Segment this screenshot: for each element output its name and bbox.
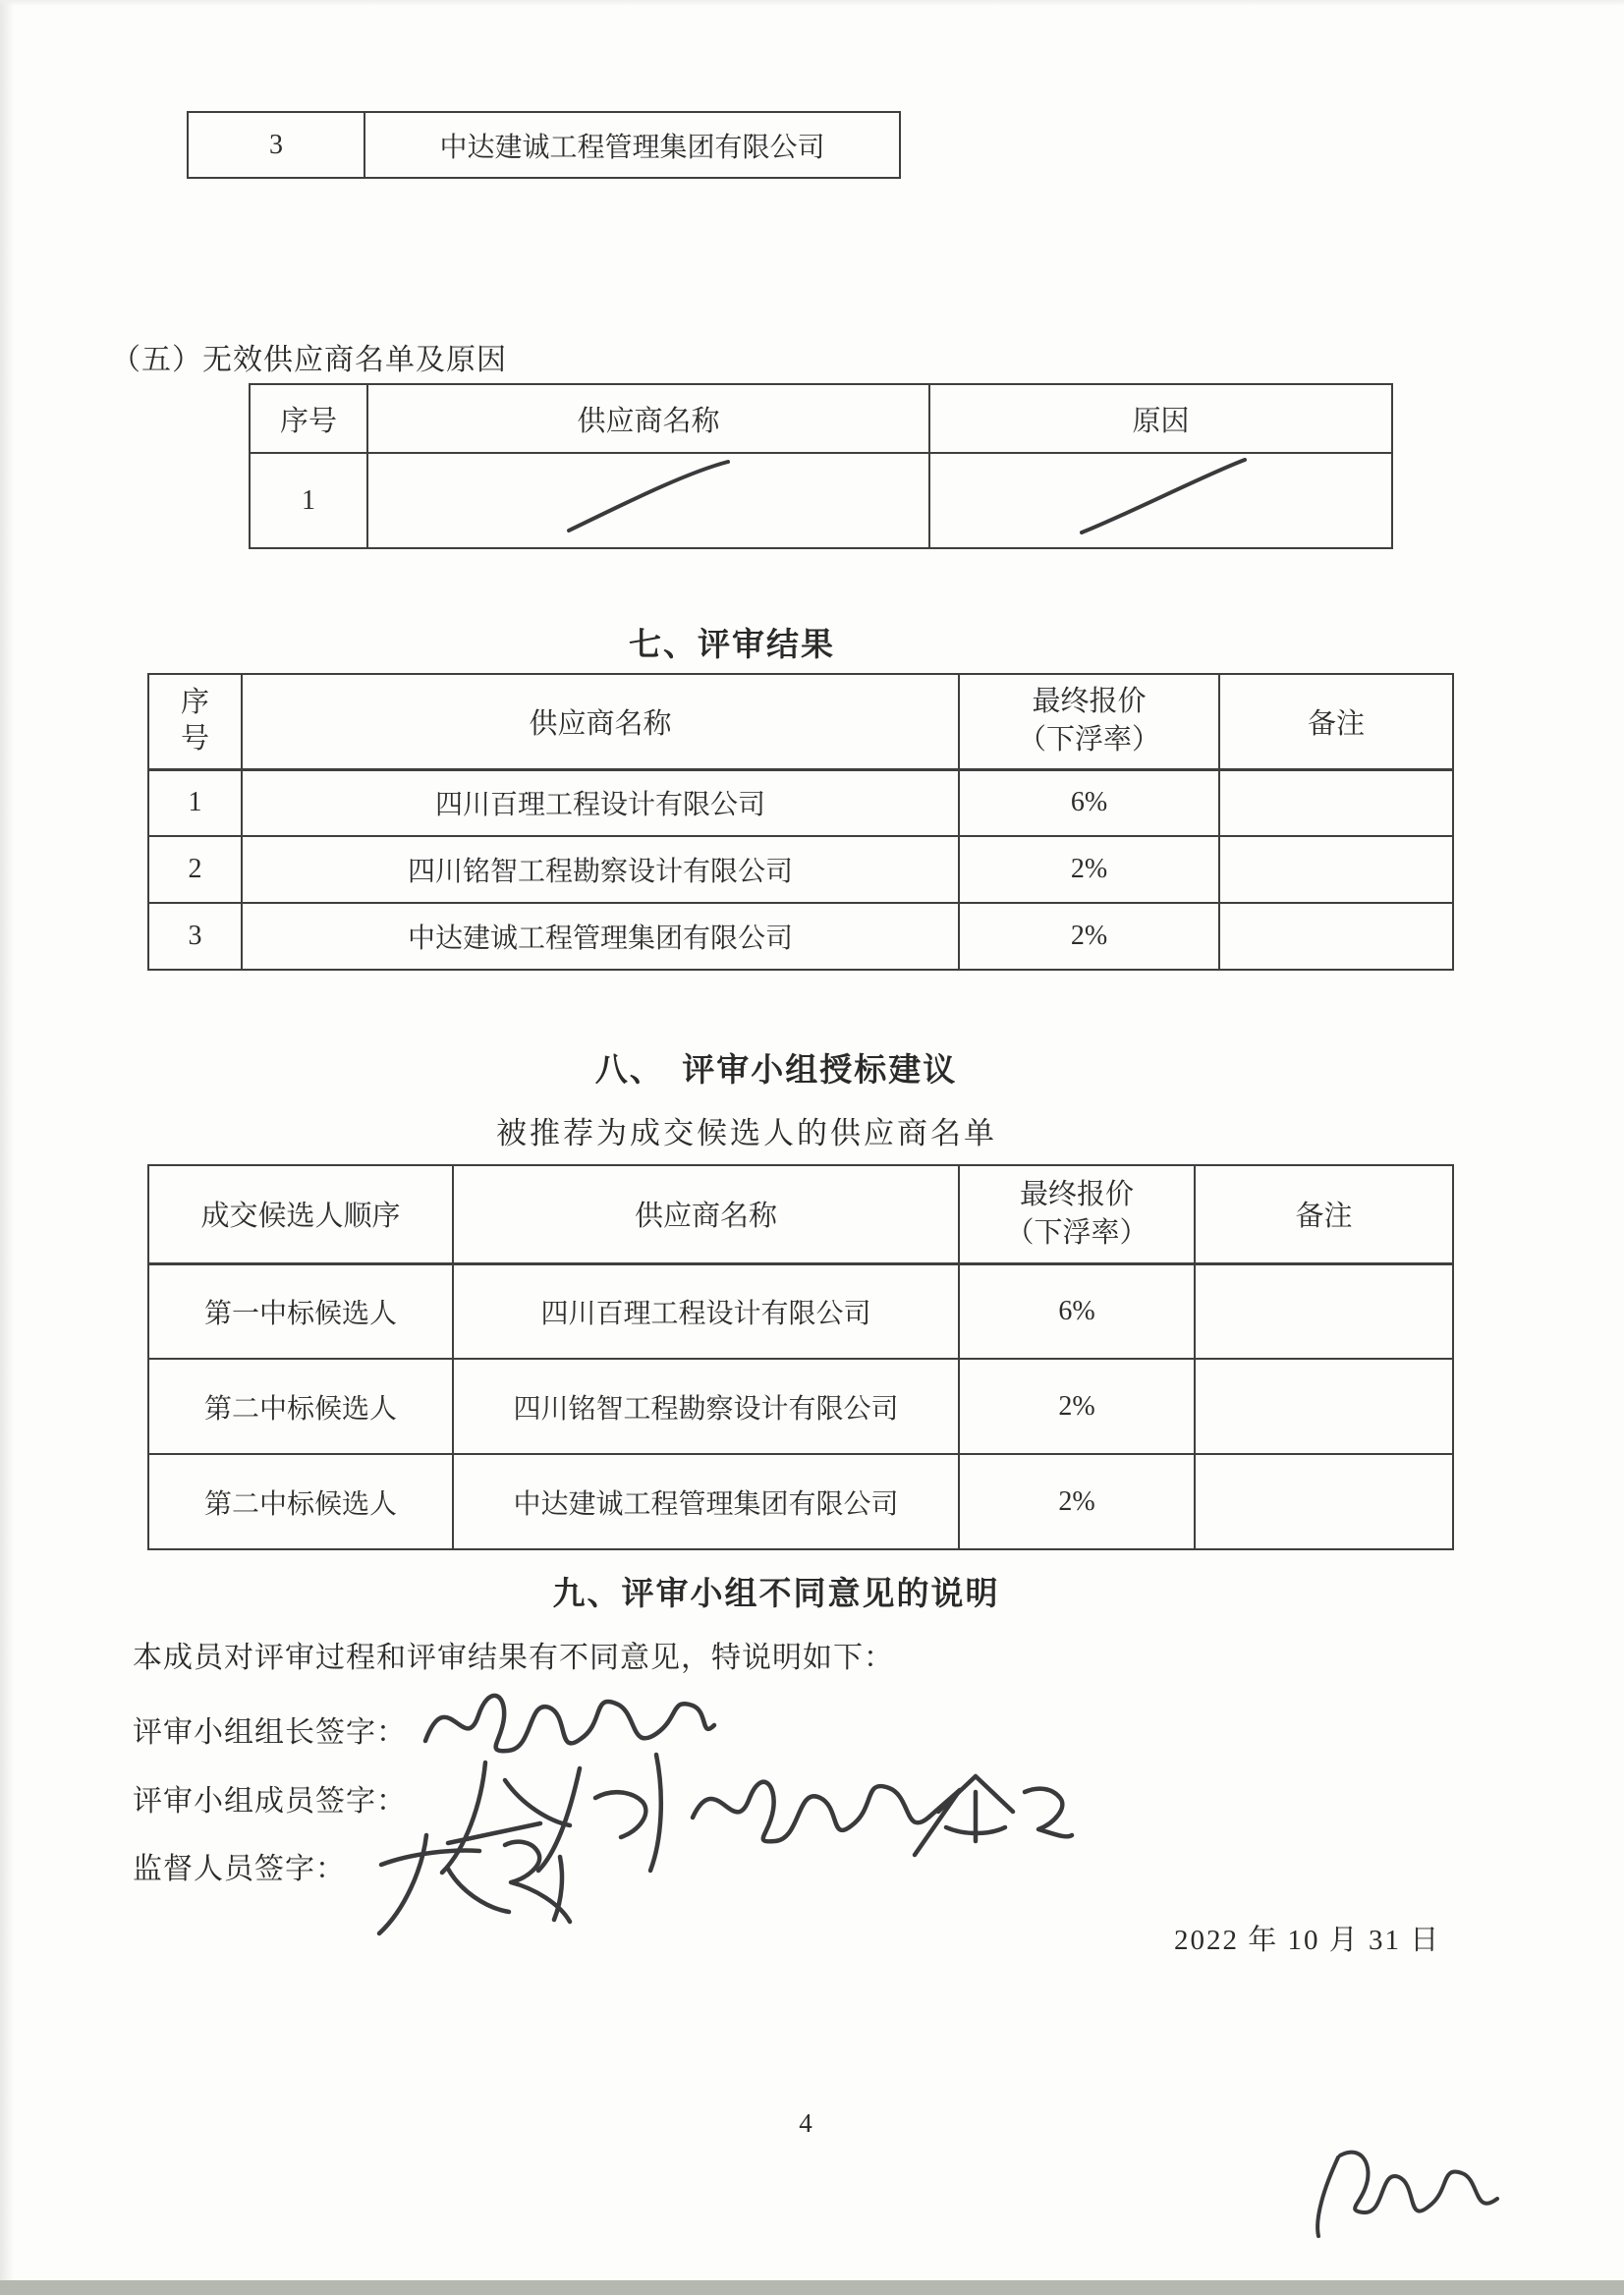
top-table <box>187 111 901 179</box>
section9-heading: 九、评审小组不同意见的说明 <box>552 1575 1000 1611</box>
scan-edge-top <box>0 0 1624 6</box>
section8-table <box>147 1164 1454 1550</box>
top-table-supplier: 中达建诚工程管理集团有限公司 <box>364 112 900 178</box>
col-header-supplier: 供应商名称 <box>242 674 959 769</box>
col-header-seq: 序号 <box>148 674 242 769</box>
col-header-note: 备注 <box>1195 1165 1453 1263</box>
table-row <box>148 1359 1453 1454</box>
section8-header-row <box>148 1165 1453 1263</box>
cell-price: 2% <box>959 836 1219 903</box>
cell-seq: 3 <box>148 903 242 970</box>
cell-note <box>1195 1263 1453 1359</box>
cell-candidate-order: 第二中标候选人 <box>148 1359 453 1454</box>
cell-note <box>1195 1359 1453 1454</box>
cell-supplier: 中达建诚工程管理集团有限公司 <box>242 903 959 970</box>
col-header-seq: 序号 <box>250 384 367 453</box>
section8-subheading: 被推荐为成交候选人的供应商名单 <box>496 1116 997 1150</box>
table-row <box>148 903 1453 970</box>
col-header-reason: 原因 <box>929 384 1392 453</box>
slash-mark <box>1068 458 1255 536</box>
cell-price: 2% <box>959 1454 1195 1549</box>
col-header-price: 最终报价 （下浮率） <box>959 674 1219 769</box>
cell-price: 2% <box>959 1359 1195 1454</box>
slash-mark <box>555 458 742 536</box>
scan-edge-bottom <box>0 2280 1624 2295</box>
cell-supplier: 四川铭智工程勘察设计有限公司 <box>242 836 959 903</box>
supervisor-sign-label: 监督人员签字： <box>133 1853 346 1885</box>
signature-supervisor <box>365 1823 587 1946</box>
section8-heading: 八、 评审小组授标建议 <box>594 1051 958 1088</box>
cell-reason-empty <box>929 453 1392 548</box>
section5-table <box>249 383 1393 549</box>
section5-header-row <box>250 384 1392 453</box>
table-row <box>148 769 1453 836</box>
cell-candidate-order: 第一中标候选人 <box>148 1263 453 1359</box>
cell-supplier-empty <box>367 453 929 548</box>
cell-note <box>1219 836 1453 903</box>
table-row <box>148 836 1453 903</box>
section7-table <box>147 673 1454 971</box>
cell-supplier: 四川百理工程设计有限公司 <box>242 769 959 836</box>
cell-supplier: 四川百理工程设计有限公司 <box>453 1263 959 1359</box>
table-row <box>148 1263 1453 1359</box>
signature-corner <box>1305 2140 1506 2253</box>
col-header-supplier: 供应商名称 <box>367 384 929 453</box>
cell-price: 6% <box>959 1263 1195 1359</box>
top-table-seq: 3 <box>188 112 364 178</box>
signature-member-3 <box>889 1766 1081 1860</box>
section9-body: 本成员对评审过程和评审结果有不同意见，特说明如下： <box>133 1642 894 1674</box>
section7-header-row <box>148 674 1453 769</box>
table-row <box>148 1454 1453 1549</box>
col-header-supplier: 供应商名称 <box>453 1165 959 1263</box>
page-number: 4 <box>799 2108 812 2138</box>
section7-heading: 七、评审结果 <box>629 626 835 662</box>
cell-supplier: 四川铭智工程勘察设计有限公司 <box>453 1359 959 1454</box>
cell-seq: 2 <box>148 836 242 903</box>
cell-note <box>1219 769 1453 836</box>
cell-seq: 1 <box>148 769 242 836</box>
cell-supplier: 中达建诚工程管理集团有限公司 <box>453 1454 959 1549</box>
cell-price: 6% <box>959 769 1219 836</box>
members-sign-label: 评审小组成员签字： <box>133 1785 407 1818</box>
cell-price: 2% <box>959 903 1219 970</box>
cell-note <box>1219 903 1453 970</box>
section5-heading: （五）无效供应商名单及原因 <box>111 344 507 376</box>
cell-candidate-order: 第二中标候选人 <box>148 1454 453 1549</box>
col-header-candidate-order: 成交候选人顺序 <box>148 1165 453 1263</box>
table-row <box>188 112 900 178</box>
document-date: 2022 年 10 月 31 日 <box>1174 1925 1441 1956</box>
table-row <box>250 453 1392 548</box>
col-header-note: 备注 <box>1219 674 1453 769</box>
col-header-price: 最终报价 （下浮率） <box>959 1165 1195 1263</box>
cell-note <box>1195 1454 1453 1549</box>
leader-sign-label: 评审小组组长签字： <box>133 1716 407 1749</box>
cell-seq: 1 <box>250 453 367 548</box>
